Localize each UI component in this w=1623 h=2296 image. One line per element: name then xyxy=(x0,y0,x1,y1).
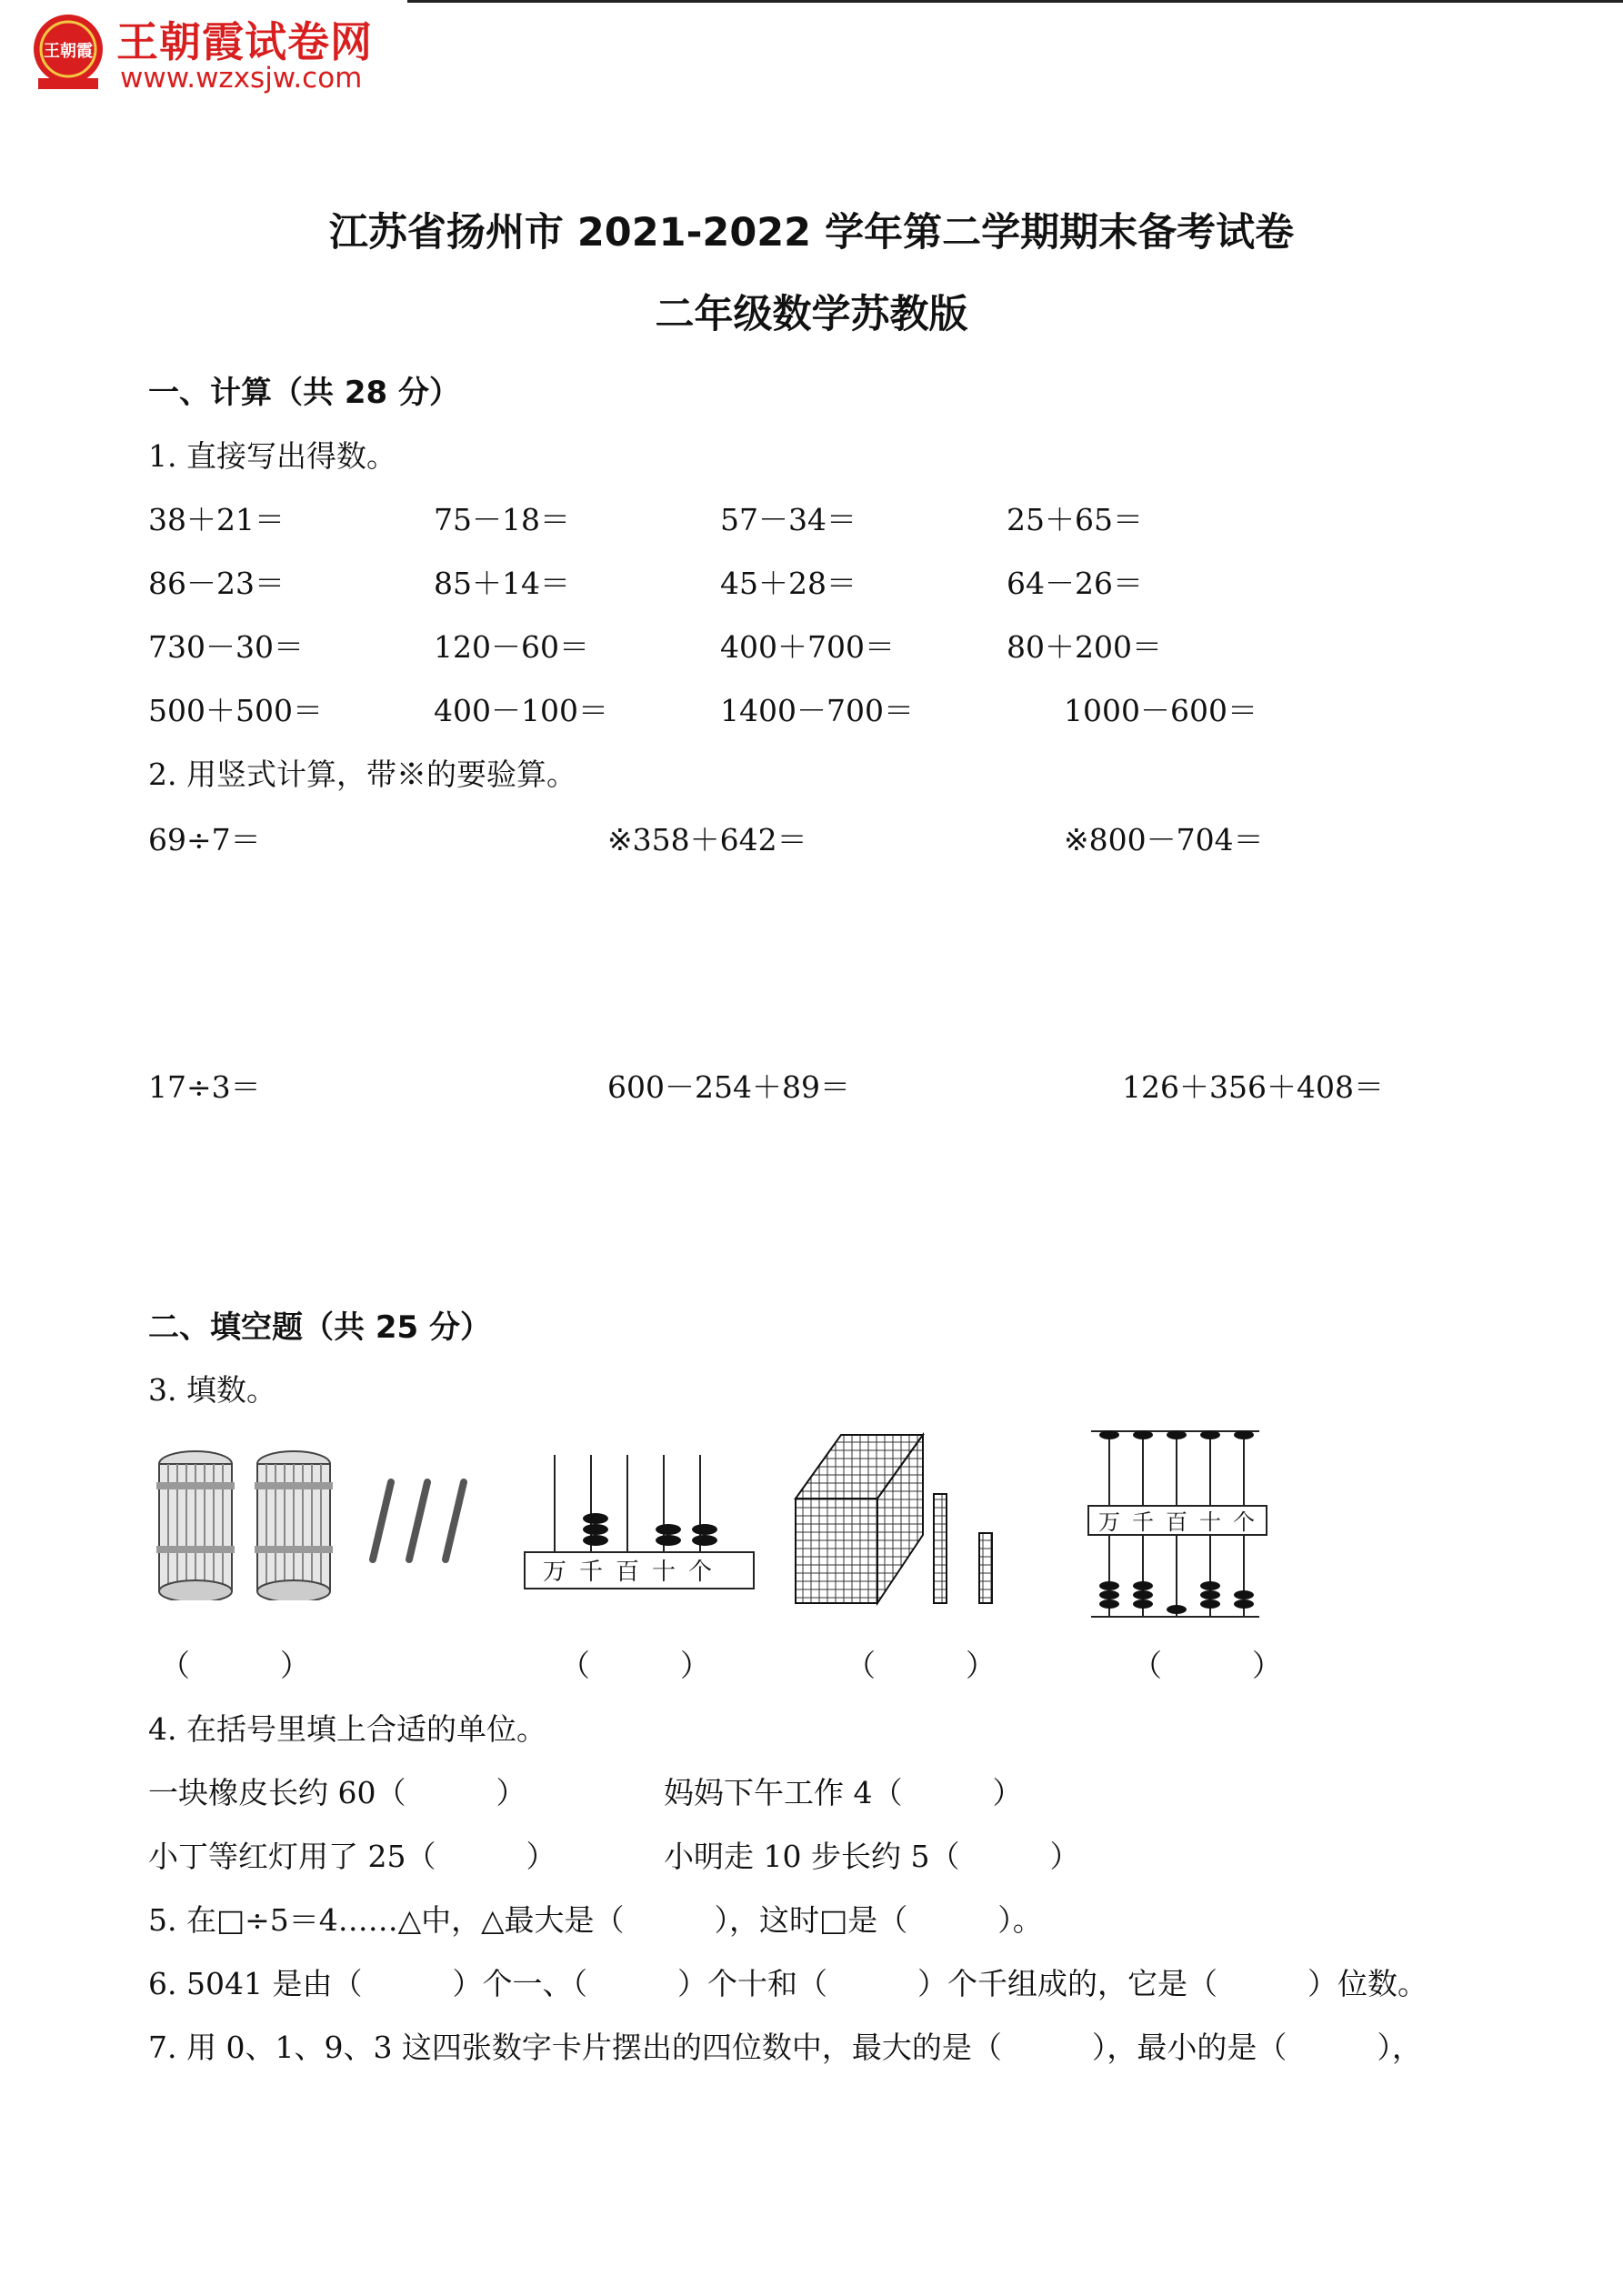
section2-heading: 二、填空题（共 25 分） xyxy=(148,1309,491,1346)
q2-item: ※358＋642＝ xyxy=(607,822,807,857)
abacus-place-label: 个 xyxy=(1233,1509,1255,1535)
q1-item: 120－60＝ xyxy=(434,629,589,665)
abacus-place-label: 万 xyxy=(542,1559,567,1586)
q3-answer-blank[interactable]: （ ） xyxy=(846,1648,996,1683)
abacus-place-label: 百 xyxy=(1166,1509,1187,1535)
q2-item: 69÷7＝ xyxy=(148,822,261,857)
q1-item: 730－30＝ xyxy=(148,629,304,665)
ones-cubes-icon xyxy=(979,1533,992,1603)
q3-answer-blank[interactable]: （ ） xyxy=(160,1648,310,1683)
q2-item: ※800－704＝ xyxy=(1064,822,1264,857)
exam-title: 江苏省扬州市 2021-2022 学年第二学期期末备考试卷 xyxy=(328,210,1295,256)
abacus-place-label: 千 xyxy=(578,1559,604,1586)
q2-item: 600－254＋89＝ xyxy=(607,1069,850,1105)
q1-item: 57－34＝ xyxy=(720,502,857,537)
q1-item: 1400－700＝ xyxy=(720,693,914,728)
logo-title: 王朝霞试卷网 xyxy=(116,17,373,66)
q4-item: 一块橡皮长约 60（ ） xyxy=(148,1775,526,1810)
stick-bundle-icon xyxy=(156,1451,235,1600)
q1-item: 400－100＝ xyxy=(434,693,608,728)
q1-item: 1000－600＝ xyxy=(1064,693,1257,728)
q4-label: 4. 在括号里填上合适的单位。 xyxy=(148,1711,546,1747)
q2-item: 126＋356＋408＝ xyxy=(1122,1069,1384,1105)
q2-label: 2. 用竖式计算，带※的要验算。 xyxy=(148,757,576,792)
q1-item: 86－23＝ xyxy=(148,566,285,601)
single-sticks-icon xyxy=(373,1482,464,1559)
abacus-illustration-2 xyxy=(1087,1426,1277,1626)
q1-item: 45＋28＝ xyxy=(720,566,857,601)
stick-bundle-icon xyxy=(255,1451,333,1600)
abacus-place-label: 千 xyxy=(1132,1509,1154,1535)
abacus-place-label: 万 xyxy=(1098,1509,1120,1535)
exam-subtitle: 二年级数学苏教版 xyxy=(655,292,968,337)
q1-label: 1. 直接写出得数。 xyxy=(148,438,396,474)
abacus-place-label: 十 xyxy=(651,1559,676,1586)
q4-item: 小明走 10 步长约 5（ ） xyxy=(664,1839,1080,1874)
ten-rod-icon xyxy=(934,1494,947,1603)
base-ten-blocks-illustration xyxy=(786,1426,1000,1624)
q5-text: 5. 在□÷5＝4……△中，△最大是（ ），这时□是（ ）。 xyxy=(148,1902,1043,1938)
q2-item: 17÷3＝ xyxy=(148,1069,261,1105)
header-rule xyxy=(407,0,1623,3)
q1-item: 75－18＝ xyxy=(434,502,570,537)
q3-answer-blank[interactable]: （ ） xyxy=(560,1648,710,1683)
q1-item: 64－26＝ xyxy=(1007,566,1143,601)
abacus-illustration-1 xyxy=(518,1450,759,1596)
q3-label: 3. 填数。 xyxy=(148,1372,276,1408)
logo-url: www.wzxsjw.com xyxy=(120,62,363,95)
abacus-place-label: 十 xyxy=(1199,1509,1221,1535)
abacus-place-label: 百 xyxy=(615,1559,640,1586)
abacus-place-label: 个 xyxy=(687,1559,713,1586)
q1-item: 400＋700＝ xyxy=(720,629,895,665)
q1-item: 85＋14＝ xyxy=(434,566,570,601)
q3-answer-blank[interactable]: （ ） xyxy=(1132,1648,1282,1683)
logo-badge-text: 王朝霞 xyxy=(44,42,93,61)
q4-item: 妈妈下午工作 4（ ） xyxy=(664,1775,1023,1810)
section1-heading: 一、计算（共 28 分） xyxy=(148,375,460,411)
q6-text: 6. 5041 是由（ ）个一、（ ）个十和（ ）个千组成的，它是（ ）位数。 xyxy=(148,1966,1428,2001)
q1-item: 500＋500＝ xyxy=(148,693,323,728)
abacus-beads xyxy=(583,1513,717,1546)
logo-badge-icon xyxy=(27,11,109,93)
q4-item: 小丁等红灯用了 25（ ） xyxy=(148,1839,556,1874)
q1-item: 25＋65＝ xyxy=(1007,502,1143,537)
q1-item: 38＋21＝ xyxy=(148,502,285,537)
stick-bundles-illustration xyxy=(145,1446,500,1600)
q7-text: 7. 用 0、1、9、3 这四张数字卡片摆出的四位数中，最大的是（ ），最小的是（ ）， xyxy=(148,2030,1422,2065)
q1-item: 80＋200＝ xyxy=(1007,629,1162,665)
thousand-cube-icon xyxy=(796,1435,923,1603)
